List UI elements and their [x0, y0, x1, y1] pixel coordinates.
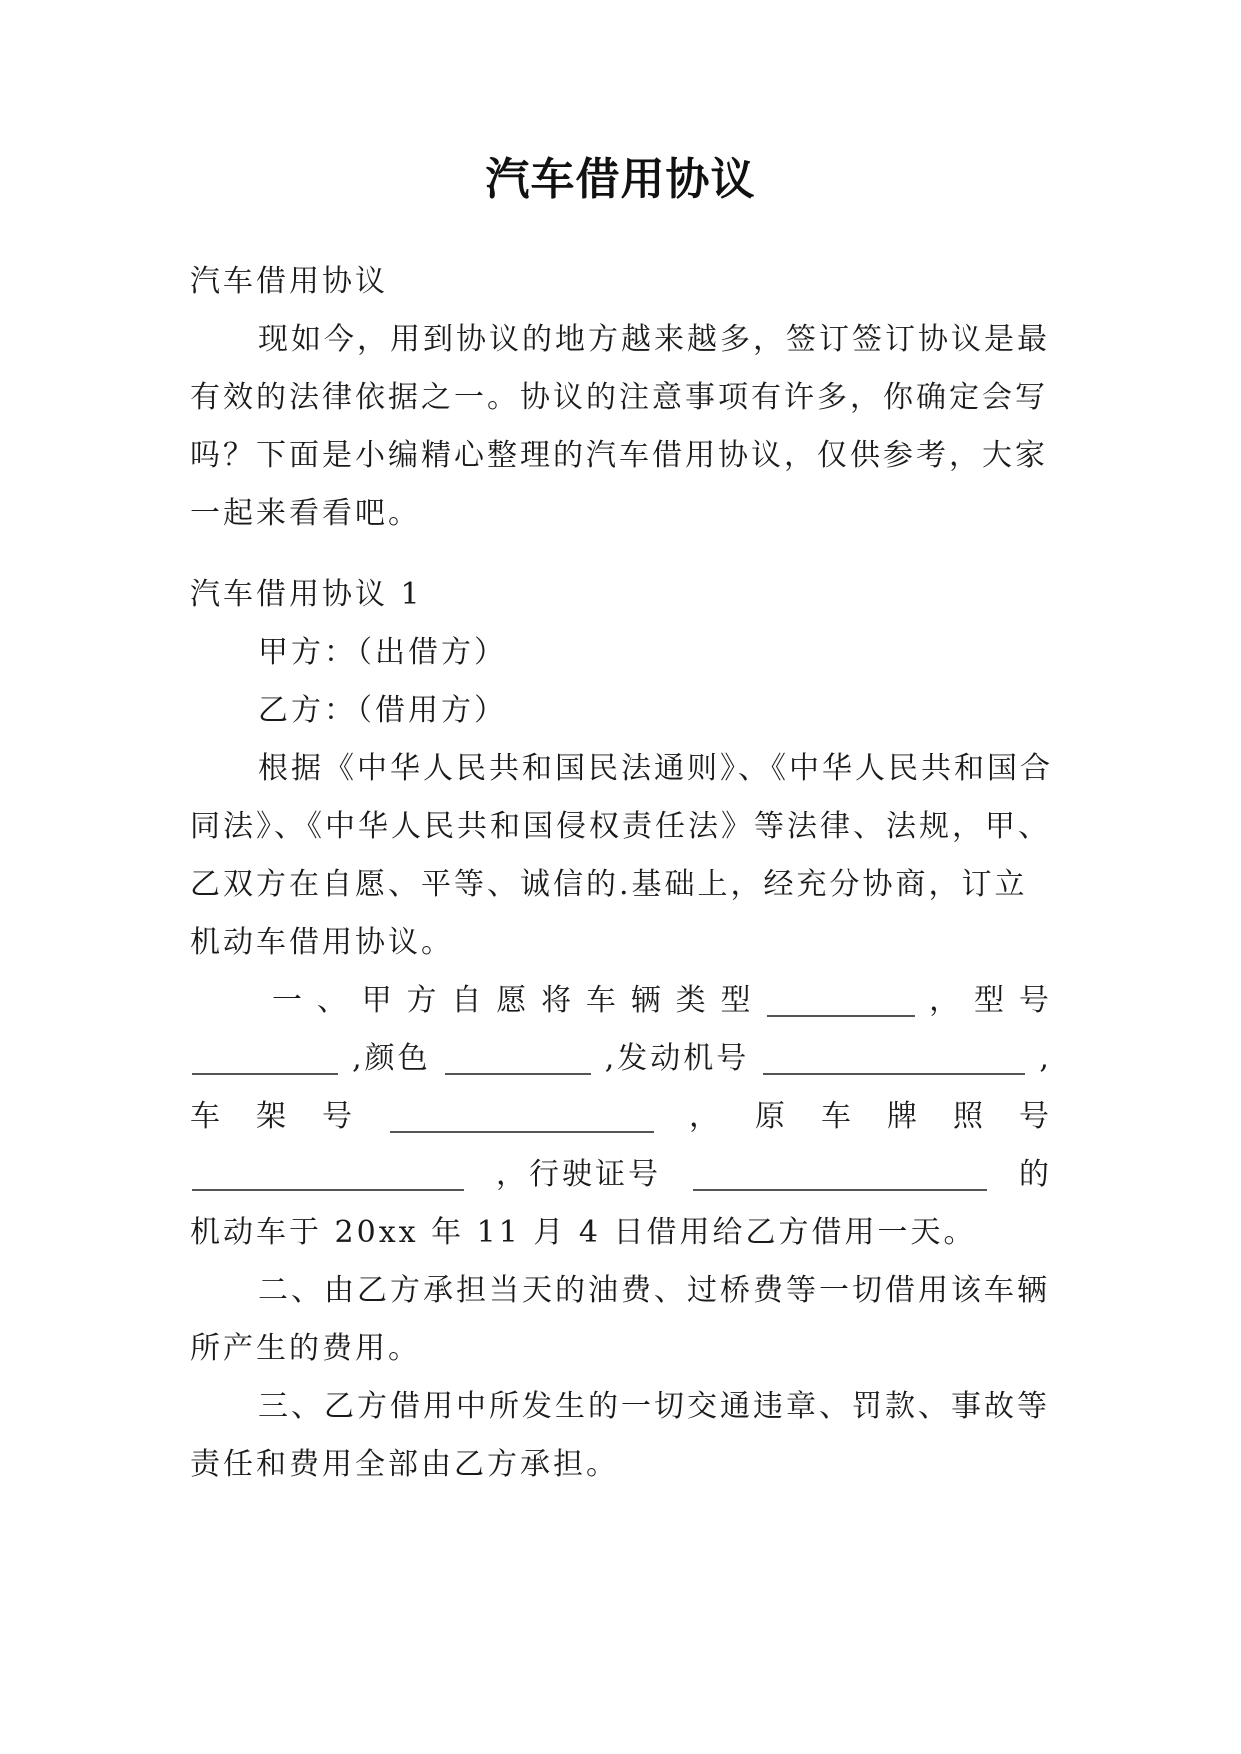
clause1-word: 类	[675, 983, 709, 1018]
clause1-comma: ，	[689, 1099, 722, 1134]
clause1-word: 牌	[887, 1099, 920, 1134]
clause1-line2	[190, 1030, 1052, 1088]
basis-line: 根据《中华人民共和国民法通则》、《中华人民共和国合	[258, 751, 1053, 786]
clause1-word: 照	[953, 1099, 986, 1134]
intro-section	[190, 253, 1052, 543]
clause1-word: 号	[1019, 1099, 1052, 1134]
clause1-word: 、	[316, 983, 350, 1018]
clause1-line5: 机动车于 20xx 年 11 月 4 日借用给乙方借用一天。	[190, 1215, 977, 1250]
license-number-blank	[693, 1159, 987, 1191]
clause1-word: 车	[821, 1099, 854, 1134]
basis-line: 乙双方在自愿、平等、诚信的.基础上，经充分协商，订立	[190, 867, 1028, 902]
basis-line: 同法》、《中华人民共和国侵权责任法》等法律、法规，甲、	[190, 809, 1051, 844]
clause1-word: 方	[406, 983, 440, 1018]
clause2-line: 所产生的费用。	[190, 1331, 421, 1366]
clause1-word: 号	[1018, 983, 1052, 1018]
intro-line: 有效的法律依据之一。协议的注意事项有许多，你确定会写	[190, 380, 1048, 415]
engine-number-label: ,发动机号	[604, 1041, 750, 1076]
clause1-word: 原	[755, 1099, 788, 1134]
clause1-line3	[190, 1088, 1052, 1146]
clause1-word: 一	[272, 983, 305, 1018]
clause1-word: 型	[720, 983, 754, 1018]
frame-number-blank	[390, 1101, 654, 1133]
color-label: ,颜色	[352, 1041, 431, 1076]
license-label: ，行驶证号	[496, 1157, 661, 1192]
plate-number-blank	[192, 1159, 464, 1191]
clause3-line: 责任和费用全部由乙方承担。	[190, 1447, 619, 1482]
clause1-word: 型	[973, 983, 1007, 1018]
agreement-section	[190, 566, 1052, 1494]
clause1-comma: ，	[929, 983, 963, 1018]
clause1-word: 愿	[496, 983, 530, 1018]
party-a-line: 甲方：（出借方）	[258, 635, 507, 670]
clause1-word: 的	[1019, 1157, 1052, 1192]
clause3-line: 三、乙方借用中所发生的一切交通违章、罚款、事故等	[258, 1389, 1050, 1424]
clause1-word: 车	[190, 1099, 223, 1134]
document-title: 汽车借用协议	[485, 154, 756, 205]
clause1-comma: ,	[1039, 1041, 1052, 1076]
clause1-word: 自	[451, 983, 485, 1018]
model-blank	[192, 1043, 338, 1075]
intro-line: 一起来看看吧。	[190, 496, 421, 531]
party-b-line: 乙方：（借用方）	[258, 693, 507, 728]
clause1-line4	[190, 1146, 1052, 1204]
vehicle-type-blank	[767, 985, 915, 1017]
clause1-word: 车	[585, 983, 619, 1018]
document-subtitle: 汽车借用协议	[190, 264, 388, 299]
clause1-word: 号	[322, 1099, 355, 1134]
clause1-line1	[190, 972, 1052, 1030]
clause1-word: 甲	[361, 983, 395, 1018]
clause1-word: 将	[541, 983, 575, 1018]
intro-line: 吗？下面是小编精心整理的汽车借用协议，仅供参考，大家	[190, 438, 1048, 473]
clause2-line: 二、由乙方承担当天的油费、过桥费等一切借用该车辆	[258, 1273, 1050, 1308]
engine-number-blank	[763, 1043, 1025, 1075]
color-blank	[445, 1043, 591, 1075]
basis-line: 机动车借用协议。	[190, 925, 454, 960]
intro-line: 现如今，用到协议的地方越来越多，签订签订协议是最	[258, 322, 1050, 357]
clause1-word: 辆	[630, 983, 664, 1018]
section-heading: 汽车借用协议 1	[190, 577, 423, 612]
clause1-word: 架	[256, 1099, 289, 1134]
